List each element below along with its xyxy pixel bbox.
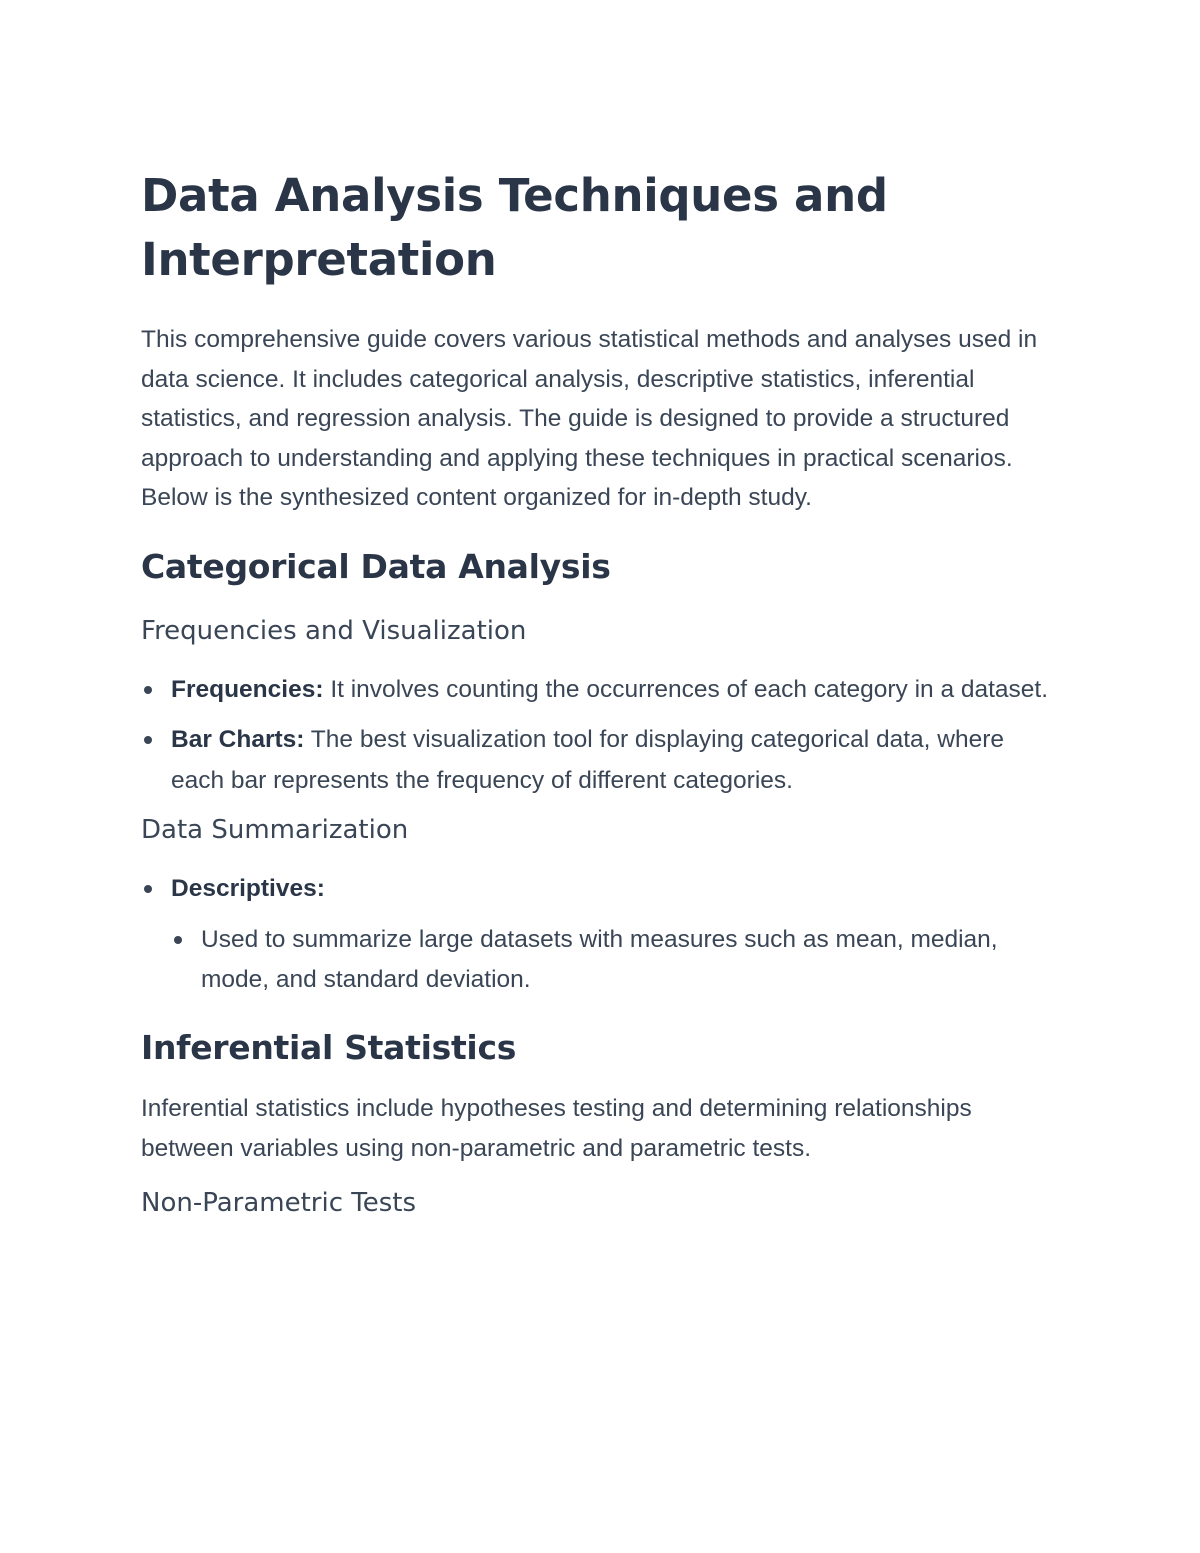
sublist-item-descriptives-detail [171, 920, 1061, 1001]
bullet-icon [174, 936, 182, 944]
term-frequencies: Frequencies: [171, 675, 324, 703]
subsection-heading-non-parametric: Non-Parametric Tests [141, 1187, 417, 1218]
list-item-frequencies [141, 670, 1061, 711]
frequencies-list [141, 670, 1061, 802]
summarization-list [141, 869, 1061, 1001]
descriptives-detail-text: Used to summarize large datasets with measures such as mean, median, mode, and standard deviation. [201, 925, 998, 994]
subsection-heading-frequencies: Frequencies and Visualization [141, 615, 527, 646]
inferential-paragraph: Inferential statistics include hypotheses testing and determining relationships between variables using non-parametric and parametric tests. [141, 1094, 972, 1163]
subsection-heading-summarization: Data Summarization [141, 815, 409, 846]
document-page [141, 164, 1061, 1222]
term-bar-charts: Bar Charts: [171, 726, 305, 754]
term-descriptives: Descriptives: [171, 875, 325, 903]
bullet-icon [144, 885, 152, 893]
descriptives-sublist [171, 920, 1061, 1001]
list-item-bar-charts [141, 720, 1061, 801]
section-heading-inferential: Inferential Statistics [141, 1027, 517, 1067]
section-heading-categorical: Categorical Data Analysis [141, 546, 611, 586]
bullet-icon [144, 736, 152, 744]
intro-paragraph: This comprehensive guide covers various statistical methods and analyses used in data science. It includes categorical analysis, descriptive statistics, inferential statistics, and regression analysis. The guide is designed to provide a structured approach to understanding and applying these techniques in practical scenarios. Below is the synthesized content organized for in-depth study. [141, 326, 1038, 512]
bullet-icon [144, 686, 152, 694]
definition-frequencies: It involves counting the occurrences of each category in a dataset. [323, 675, 1049, 703]
definition-bar-charts: The best visualization tool for displaying categorical data, where each bar represents the frequency of different categories. [171, 726, 1004, 794]
document-title: Data Analysis Techniques and Interpretation [141, 169, 888, 286]
list-item-descriptives [141, 869, 1061, 1001]
